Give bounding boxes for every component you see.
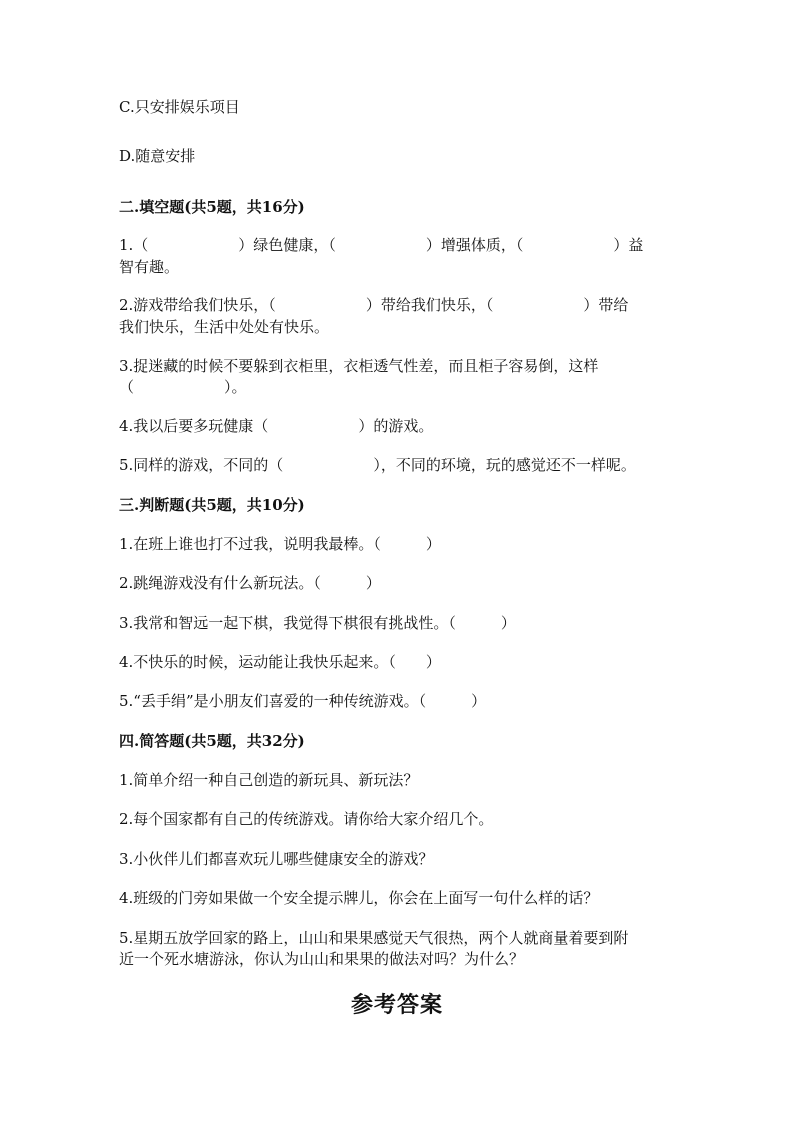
fill-q1-line2: 智有趣。	[119, 258, 180, 276]
fill-q5: 5.同样的游戏，不同的（ ），不同的环境，玩的感觉还不一样呢。	[119, 456, 636, 474]
fill-q3-line1: 3.捉迷藏的时候不要躲到衣柜里，衣柜透气性差，而且柜子容易倒，这样	[119, 357, 599, 375]
short-q5-line2: 近一个死水塘游泳，你认为山山和果果的做法对吗？为什么？	[119, 950, 525, 968]
option-d: D.随意安排	[119, 147, 196, 165]
fill-q2-line1: 2.游戏带给我们快乐，（ ）带给我们快乐，（ ）带给	[119, 296, 629, 314]
judge-q2: 2.跳绳游戏没有什么新玩法。（ ）	[119, 574, 381, 592]
judge-q1: 1.在班上谁也打不过我，说明我最棒。（ ）	[119, 535, 441, 553]
section-heading-short-answer: 四.简答题(共5题，共32分)	[119, 732, 305, 750]
fill-q1-line1: 1.（ ）绿色健康，（ ）增强体质，（ ）益	[119, 236, 644, 254]
short-q4: 4.班级的门旁如果做一个安全提示牌儿，你会在上面写一句什么样的话？	[119, 889, 599, 907]
fill-q4: 4.我以后要多玩健康（ ）的游戏。	[119, 417, 434, 435]
section-heading-fill-blank: 二.填空题(共5题，共16分)	[119, 198, 305, 216]
fill-q3-line2: （ ）。	[119, 378, 247, 396]
section-heading-judge: 三.判断题(共5题，共10分)	[119, 496, 305, 514]
short-q2: 2.每个国家都有自己的传统游戏。请你给大家介绍几个。	[119, 810, 494, 828]
judge-q4: 4.不快乐的时候，运动能让我快乐起来。（ ）	[119, 653, 441, 671]
fill-q2-line2: 我们快乐，生活中处处有快乐。	[119, 318, 330, 336]
short-q1: 1.简单介绍一种自己创造的新玩具、新玩法？	[119, 771, 419, 789]
judge-q3: 3.我常和智远一起下棋，我觉得下棋很有挑战性。（ ）	[119, 614, 516, 632]
short-q3: 3.小伙伴儿们都喜欢玩儿哪些健康安全的游戏？	[119, 850, 434, 868]
option-c: C.只安排娱乐项目	[119, 98, 240, 116]
short-q5-line1: 5.星期五放学回家的路上，山山和果果感觉天气很热，两个人就商量着要到附	[119, 929, 629, 947]
judge-q5: 5.“丢手绢”是小朋友们喜爱的一种传统游戏。（ ）	[119, 692, 487, 710]
answer-title: 参考答案	[350, 992, 443, 1018]
